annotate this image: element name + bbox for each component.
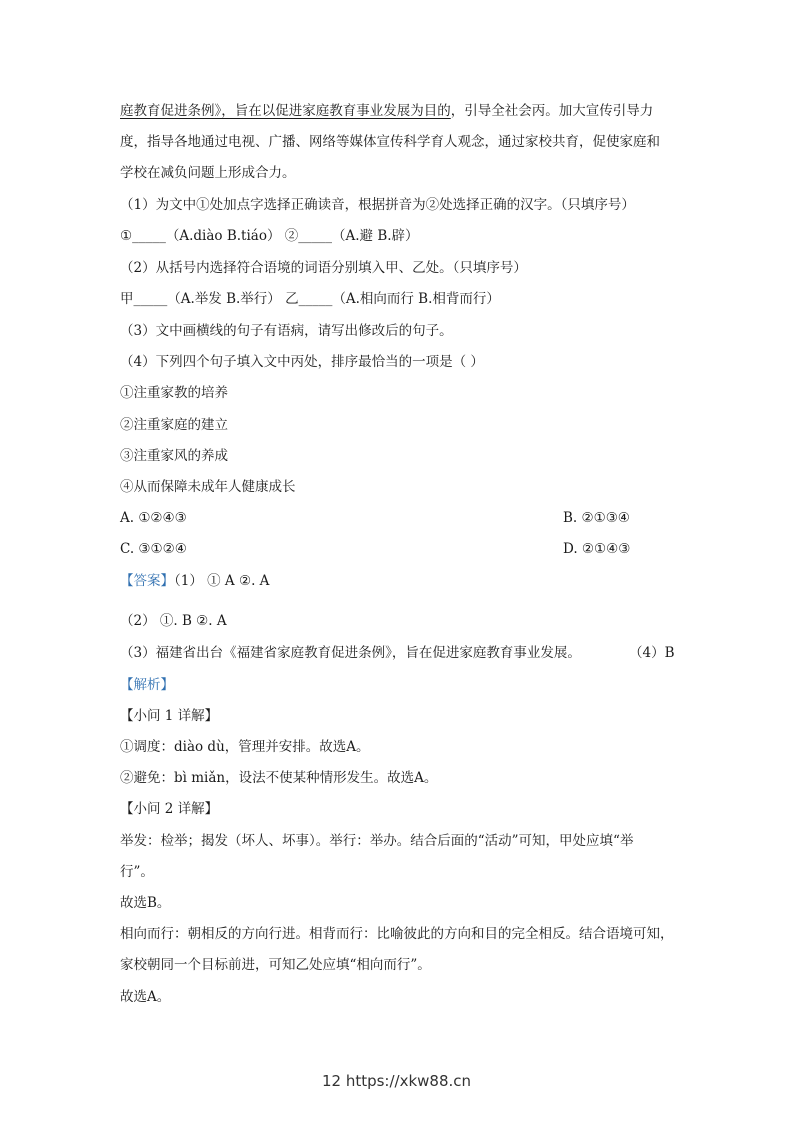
answer-4: （4）B — [629, 645, 675, 661]
question-1: （1）为文中①处加点字选择正确读音，根据拼音为②处选择正确的汉字。（只填序号） — [120, 197, 635, 213]
analysis-heading-1: 【小问 1 详解】 — [120, 708, 219, 724]
sentence-4: ④从而保障未成年人健康成长 — [120, 479, 296, 495]
analysis-para-5a: 相向而行：朝相反的方向行进。相背而行：比喻彼此的方向和目的完全相反。结合语境可知， — [120, 926, 674, 942]
underlined-sentence: 庭教育促进条例》，旨在以促进家庭教育事业发展为目的 — [120, 103, 451, 119]
analysis-para-3b: 行”。 — [120, 864, 154, 880]
options-row-2 — [120, 539, 631, 559]
options-row-1 — [120, 508, 630, 528]
analysis-label: 【解析】 — [120, 677, 174, 693]
passage-line-1-rest: ，引导全社会丙。加大宣传引导力 — [450, 103, 654, 119]
answer-3: （3）福建省出台《福建省家庭教育促进条例》，旨在促进家庭教育事业发展。 — [120, 645, 581, 661]
answer-line-3 — [120, 643, 675, 663]
sentence-2: ②注重家庭的建立 — [120, 417, 228, 433]
question-2: （2）从括号内选择符合语境的词语分别填入甲、乙处。（只填序号） — [120, 260, 527, 276]
question-2-options: 甲_____（A.举发 B.举行） 乙_____（A.相向而行 B.相背而行） — [120, 291, 500, 307]
analysis-para-5b: 家校朝同一个目标前进，可知乙处应填“相向而行”。 — [120, 957, 431, 973]
passage-line-1 — [120, 101, 653, 121]
option-a: A. ①②④③ — [120, 510, 187, 526]
analysis-para-3a: 举发：检举；揭发（坏人、坏事）。举行：举办。结合后面的“活动”可知，甲处应填“举 — [120, 833, 634, 849]
page-footer: 12 https://xkw88.cn — [321, 1072, 472, 1090]
option-b: B. ②①③④ — [563, 510, 630, 526]
analysis-para-2: ②避免：bì miǎn，设法不使某种情形发生。故选A。 — [120, 770, 438, 786]
passage-line-2: 度，指导各地通过电视、广播、网络等媒体宣传科学育人观念，通过家校共育，促使家庭和 — [120, 134, 660, 150]
analysis-heading-2: 【小问 2 详解】 — [120, 801, 219, 817]
option-d: D. ②①④③ — [563, 541, 631, 557]
answer-label: 【答案】 — [120, 573, 174, 589]
passage-line-3: 学校在减负问题上形成合力。 — [120, 165, 296, 181]
sentence-1: ①注重家教的培养 — [120, 385, 228, 401]
analysis-para-4: 故选B。 — [120, 895, 171, 911]
question-1-options: ①_____（A.diào B.tiáo） ②_____（A.避 B.辟） — [120, 228, 419, 244]
analysis-para-1: ①调度：diào dù，管理并安排。故选A。 — [120, 739, 370, 755]
analysis-para-6: 故选A。 — [120, 989, 171, 1005]
sentence-3: ③注重家风的养成 — [120, 448, 228, 464]
option-c: C. ③①②④ — [120, 541, 187, 557]
answer-2: （2） ①. B ②. A — [120, 613, 227, 629]
answer-line-1 — [120, 571, 269, 591]
answer-1: （1） ① A ②. A — [174, 573, 270, 589]
question-3: （3）文中画横线的句子有语病，请写出修改后的句子。 — [120, 323, 453, 339]
question-4: （4）下列四个句子填入文中丙处，排序最恰当的一项是（ ） — [120, 354, 484, 370]
